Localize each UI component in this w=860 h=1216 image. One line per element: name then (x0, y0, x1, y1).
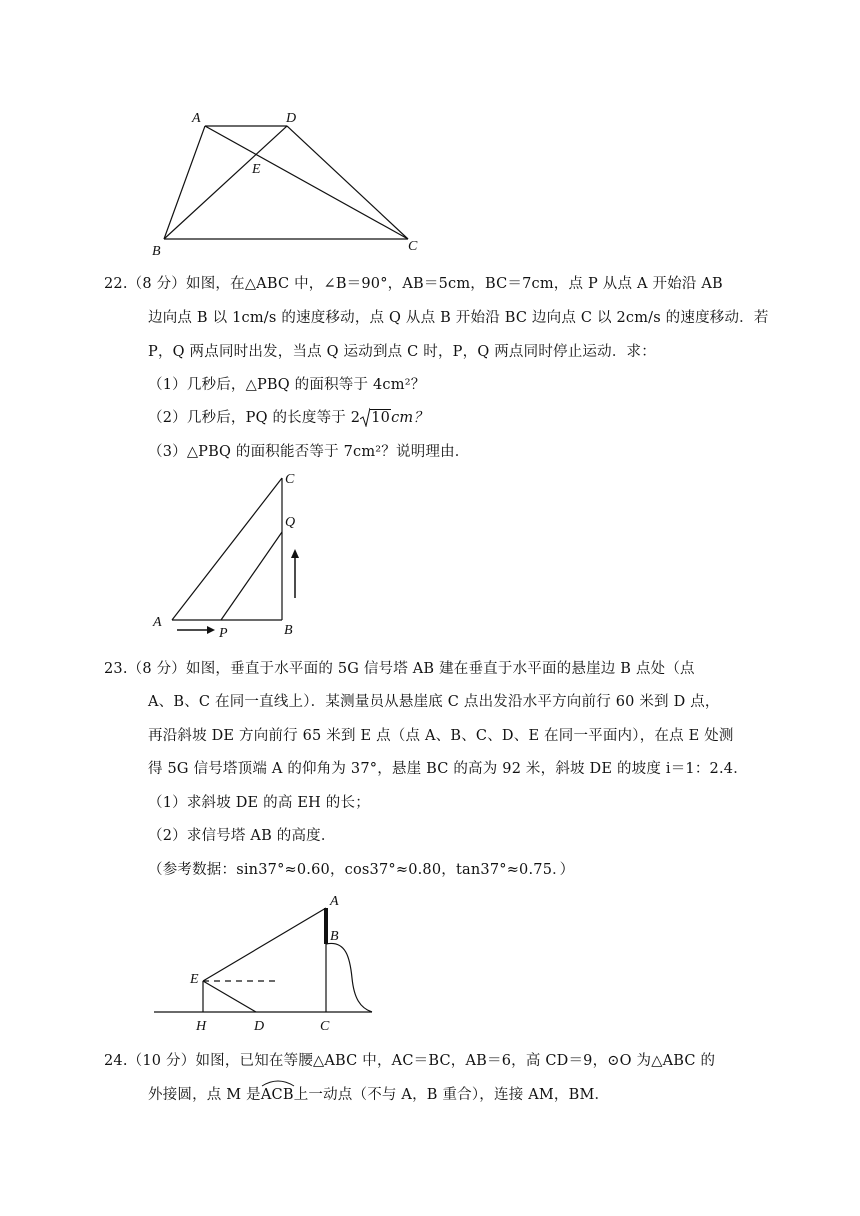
label-A: A (153, 615, 162, 630)
question-text: 边向点 B 以 1cm/s 的速度移动，点 Q 从点 B 开始沿 BC 边向点 C 以 2cm/s 的速度移动．若 (148, 310, 769, 326)
question-text: 如图，已知在等腰△ABC 中，AC＝BC，AB＝6，高 CD＝9，⊙O 为△ABC 的 (195, 1053, 716, 1069)
question-score: （8 分） (127, 661, 187, 677)
sub-question-2: （2）几秒后，PQ 的长度等于 2 10cm？ (148, 410, 429, 426)
question-text: 得 5G 信号塔顶端 A 的仰角为 37°，悬崖 BC 的高为 92 米，斜坡 DE 的坡度 i＝1：2.4． (148, 761, 748, 777)
label-C: C (408, 239, 418, 254)
label-E: E (190, 972, 199, 987)
sub-question-1: （1）求斜坡 DE 的高 EH 的长； (148, 795, 370, 811)
question-text: 再沿斜坡 DE 方向前行 65 米到 E 点（点 A、B、C、D、E 在同一平面内），在点 E 处测 (148, 728, 734, 744)
label-E: E (252, 162, 261, 177)
question-text: P，Q 两点同时出发，当点 Q 运动到点 C 时，P，Q 两点同时停止运动．求： (148, 344, 656, 360)
label-H: H (196, 1019, 207, 1034)
triangle-pq-figure (145, 470, 325, 645)
question-number: 22. (104, 276, 128, 292)
trapezoid-figure (140, 105, 440, 265)
label-D: D (254, 1019, 265, 1034)
label-C: C (320, 1019, 330, 1034)
label-P: P (219, 626, 228, 641)
tower-cliff-figure (150, 888, 390, 1038)
label-C: C (285, 472, 295, 487)
question-score: （8 分） (127, 276, 187, 292)
question-text: 如图，在△ABC 中，∠B＝90°，AB＝5cm，BC＝7cm，点 P 从点 A 开始沿 AB (186, 276, 723, 292)
question-number: 23. (104, 661, 128, 677)
arc-notation: ACB (261, 1083, 294, 1103)
question-text: 如图，垂直于水平面的 5G 信号塔 AB 建在垂直于水平面的悬崖边 B 点处（点 (186, 661, 695, 677)
sub-question-2: （2）求信号塔 AB 的高度． (148, 828, 336, 844)
label-Q: Q (285, 515, 296, 530)
sub-question-3: （3）△PBQ 的面积能否等于 7cm²？说明理由． (148, 444, 470, 460)
label-A: A (192, 111, 201, 126)
question-text: 外接圆，点 M 是 ACB上一动点（不与 A，B 重合），连接 AM，BM． (148, 1083, 609, 1104)
question-score: （10 分） (127, 1053, 196, 1069)
question-number: 24. (104, 1053, 128, 1069)
label-D: D (286, 111, 297, 126)
question-text: A、B、C 在同一直线上）．某测量员从悬崖底 C 点出发沿水平方向前行 60 米到 D 点， (148, 694, 720, 710)
sqrt-symbol: 10 (360, 410, 391, 426)
label-B: B (284, 623, 293, 638)
label-A: A (330, 894, 339, 909)
reference-data: （参考数据：sin37°≈0.60，cos37°≈0.80，tan37°≈0.75．） (148, 862, 575, 878)
label-B: B (330, 929, 339, 944)
sub-question-1: （1）几秒后，△PBQ 的面积等于 4cm²？ (148, 377, 426, 393)
label-B: B (152, 244, 161, 259)
